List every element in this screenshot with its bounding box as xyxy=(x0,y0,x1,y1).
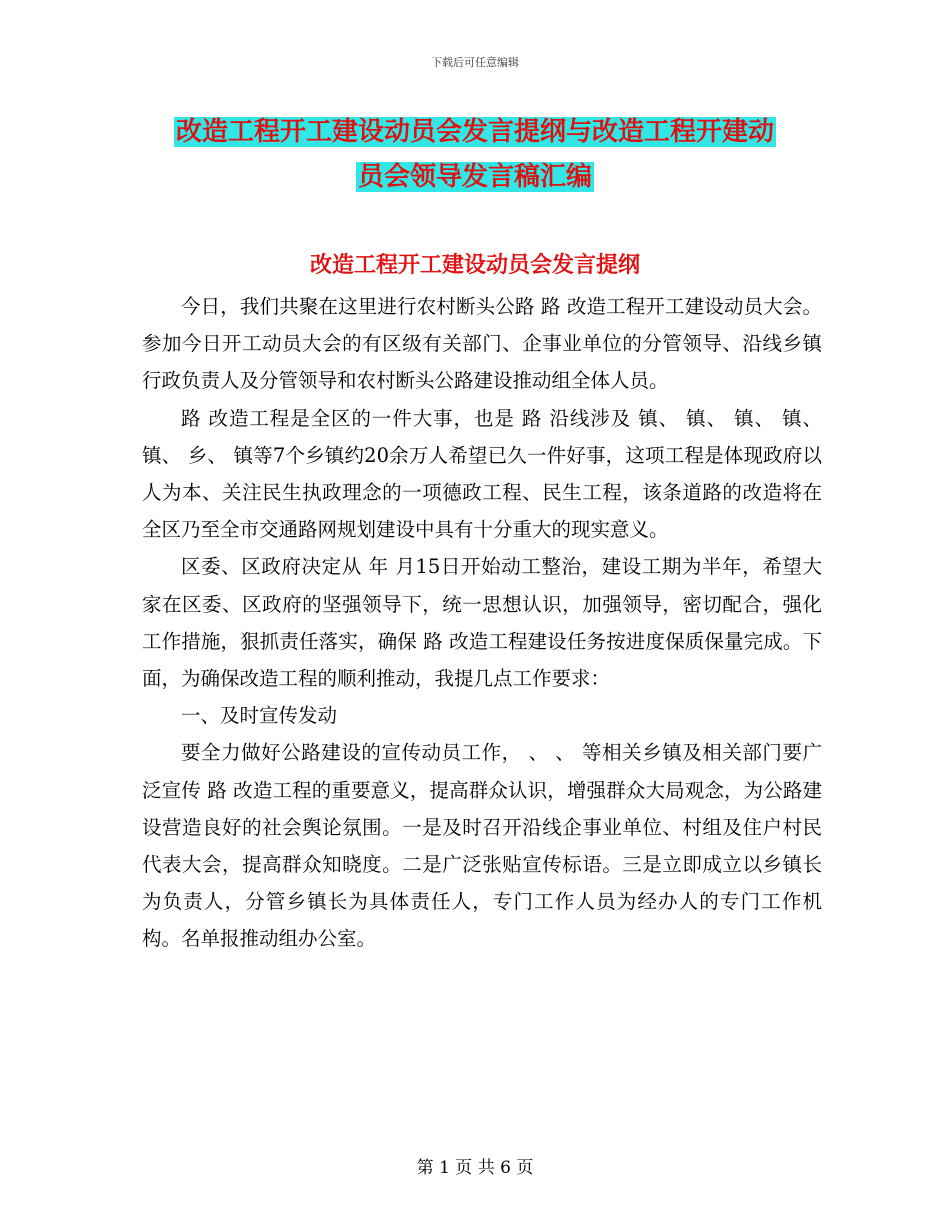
main-title xyxy=(0,110,950,200)
section-title: 改造工程开工建设动员会发言提纲 xyxy=(309,252,640,278)
page-number: 第 1 页 共 6 页 xyxy=(416,1158,534,1178)
paragraph: 要全力做好公路建设的宣传动员工作， 、 、 等相关乡镇及相关部门要广泛宣传 路 改造工程的重要意义，提高群众认识，增强群众大局观念，为公路建设营造良好的社会舆论氛围。一是及时召开沿线企事业单位、村组及住户村民代表大会，提高群众知晓度。二是广泛张贴宣传标语。三是立即成立以乡镇长为负责人，分管乡镇长为具体责任人，专门工作人员为经办人的专门工作机构。名单报推动组办公室。 xyxy=(142,741,822,951)
main-title-line-1: 改造工程开工建设动员会发言提纲与改造工程开建动 xyxy=(175,117,774,147)
main-title-line-2: 员会领导发言稿汇编 xyxy=(357,162,592,192)
header-note: 下载后可任意编辑 xyxy=(431,56,519,69)
subheading: 一、及时宣传发动 xyxy=(181,704,338,728)
paragraph: 今日，我们共聚在这里进行农村断头公路 路 改造工程开工建设动员大会。参加今日开工动员大会的有区级有关部门、企事业单位的分管领导、沿线乡镇行政负责人及分管领导和农村断头公路建设推动组全体人员。 xyxy=(142,295,822,393)
paragraph: 区委、区政府决定从 年 月15日开始动工整治，建设工期为半年，希望大家在区委、区政府的坚强领导下，统一思想认识，加强领导，密切配合，强化工作措施，狠抓责任落实，确保 路 改造工程建设任务按进度保质保量完成。下面，为确保改造工程的顺利推动，我提几点工作要求： xyxy=(142,555,822,691)
document-body xyxy=(142,288,822,958)
paragraph: 路 改造工程是全区的一件大事，也是 路 沿线涉及 镇、 镇、 镇、 镇、 镇、 乡、 镇等7个乡镇约20余万人希望已久一件好事，这项工程是体现政府以人为本、关注民生执政理念的一项德政工程、民生工程，该条道路的改造将在全区乃至全市交通路网规划建设中具有十分重大的现实意义。 xyxy=(142,406,822,542)
